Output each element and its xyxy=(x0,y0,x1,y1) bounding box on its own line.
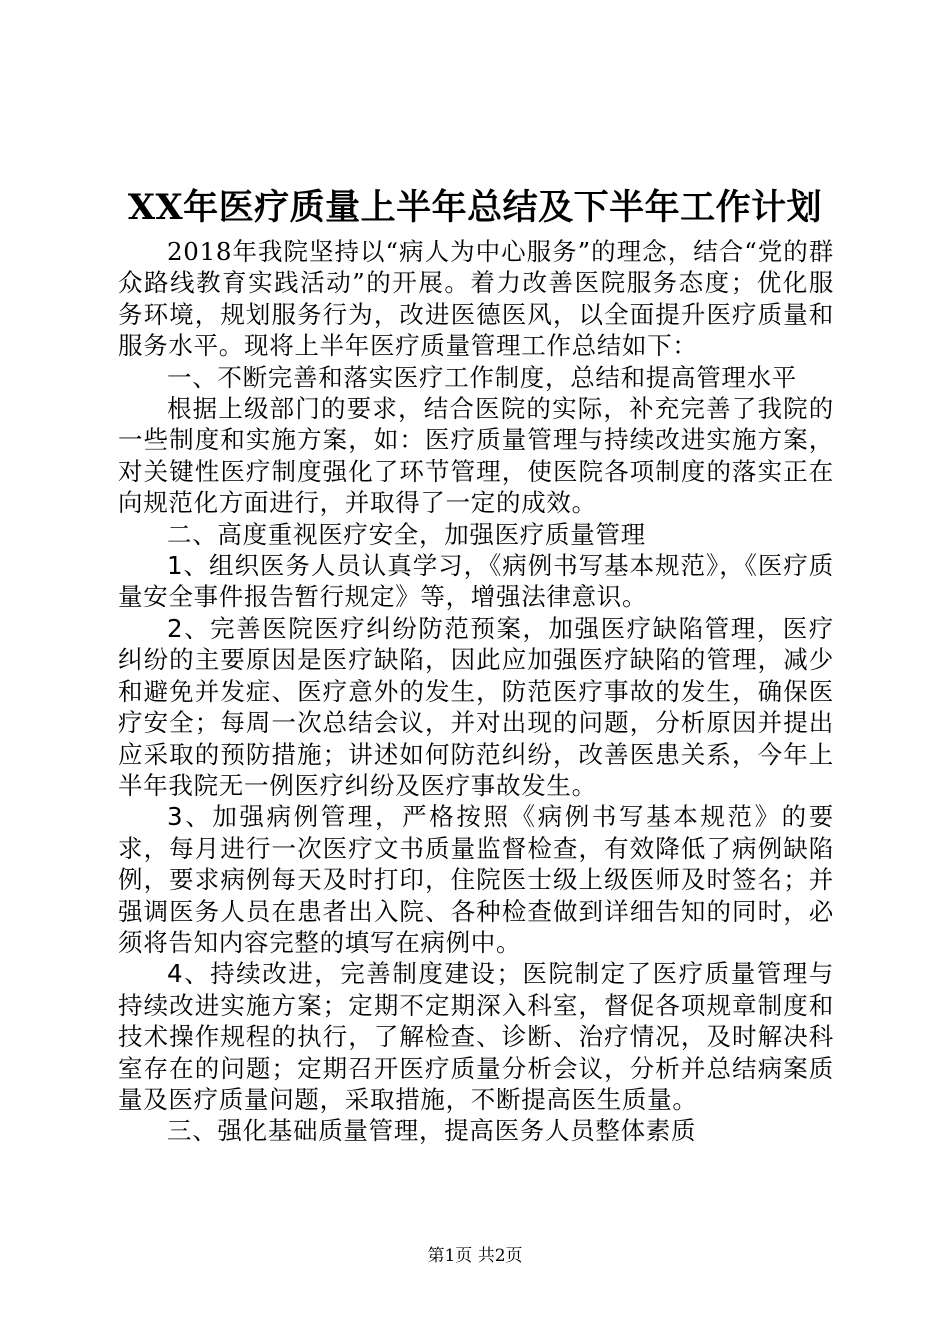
paragraph-item-3: 3、加强病例管理，严格按照《病例书写基本规范》的要求，每月进行一次医疗文书质量监督检查，有效降低了病例缺陷例，要求病例每天及时打印，住院医士级上级医师及时签名；并强调医务人员在患者出入院、各种检查做到详细告知的同时，必须将告知内容完整的填写在病例中。 xyxy=(118,802,834,957)
section-heading-1: 一、不断完善和落实医疗工作制度，总结和提高管理水平 xyxy=(167,362,797,392)
document-title: XX年医疗质量上半年总结及下半年工作计划 xyxy=(127,187,823,228)
paragraph-section-1: 根据上级部门的要求，结合医院的实际，补充完善了我院的一些制度和实施方案，如：医疗质量管理与持续改进实施方案，对关键性医疗制度强化了环节管理，使医院各项制度的落实正在向规范化方面进行，并取得了一定的成效。 xyxy=(118,394,834,518)
paragraph-intro: 2018年我院坚持以“病人为中心服务”的理念，结合“党的群众路线教育实践活动”的开展。着力改善医院服务态度；优化服务环境，规划服务行为，改进医德医风，以全面提升医疗质量和服务水平。现将上半年医疗质量管理工作总结如下： xyxy=(118,237,834,361)
section-heading-2: 二、高度重视医疗安全，加强医疗质量管理 xyxy=(167,519,646,549)
paragraph-item-2: 2、完善医院医疗纠纷防范预案，加强医疗缺陷管理，医疗纠纷的主要原因是医疗缺陷，因此应加强医疗缺陷的管理，减少和避免并发症、医疗意外的发生，防范医疗事故的发生，确保医疗安全；每周一次总结会议，并对出现的问题，分析原因并提出应采取的预防措施；讲述如何防范纠纷，改善医患关系，今年上半年我院无一例医疗纠纷及医疗事故发生。 xyxy=(118,613,834,800)
document-body xyxy=(118,236,834,1147)
paragraph-item-4: 4、持续改进，完善制度建设；医院制定了医疗质量管理与持续改进实施方案；定期不定期深入科室，督促各项规章制度和技术操作规程的执行，了解检查、诊断、治疗情况，及时解决科室存在的问题；定期召开医疗质量分析会议，分析并总结病案质量及医疗质量问题，采取措施，不断提高医生质量。 xyxy=(118,959,834,1114)
section-heading-3: 三、强化基础质量管理，提高医务人员整体素质 xyxy=(167,1116,697,1146)
paragraph-item-1: 1、组织医务人员认真学习，《病例书写基本规范》，《医疗质量安全事件报告暂行规定》等，增强法律意识。 xyxy=(118,551,834,612)
page-footer: 第1页 共2页 xyxy=(427,1246,523,1266)
